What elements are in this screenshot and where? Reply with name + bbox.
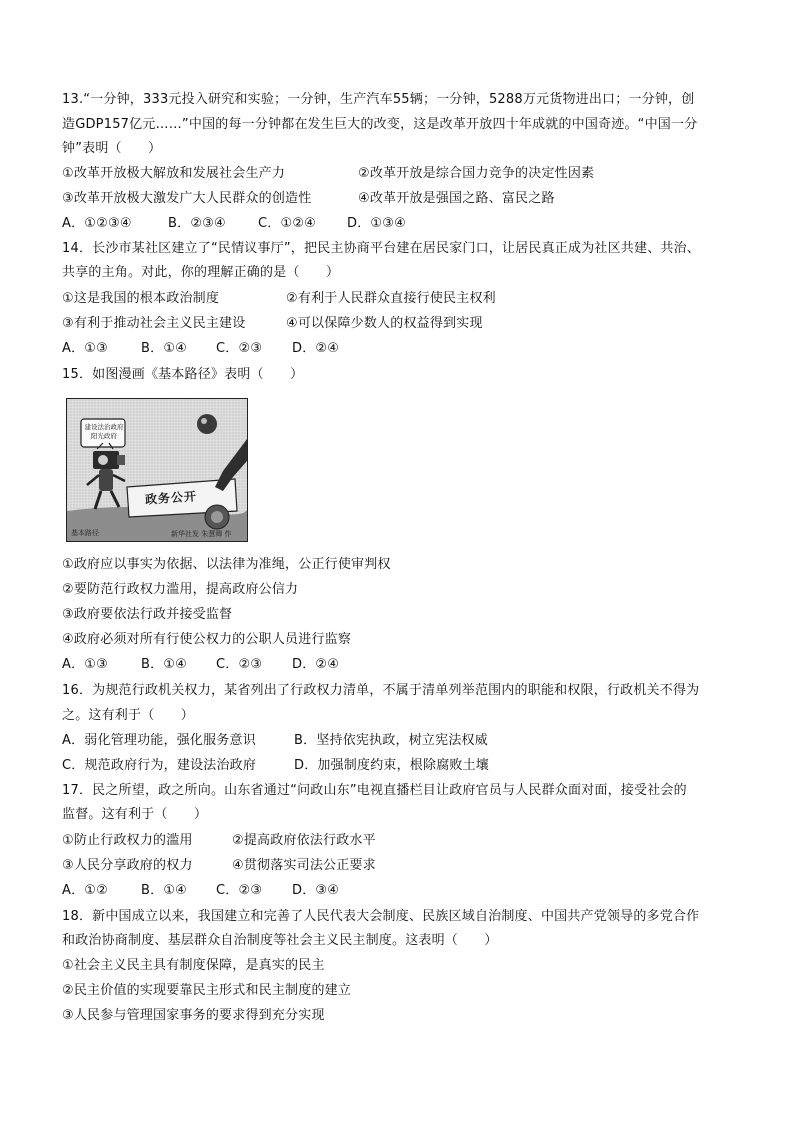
q13-option-d: D．①③④	[347, 216, 406, 231]
q14-option-d: D．②④	[292, 341, 340, 356]
q13-statement-2: ②改革开放是综合国力竞争的决定性因素	[358, 166, 595, 181]
q17-statement-3: ③人民分享政府的权力	[62, 858, 193, 873]
q17-statement-4: ④贯彻落实司法公正要求	[232, 858, 376, 873]
q13-stem-line-1: 13.“一分钟，333元投入研究和实验；一分钟，生产汽车55辆；一分钟，5288万元货物进出口；一分钟，创	[62, 92, 695, 107]
q16-option-b: B．坚持依宪执政，树立宪法权威	[294, 733, 488, 748]
q15-stem-line-1: 15．如图漫画《基本路径》表明（ ）	[62, 367, 304, 382]
q17-option-d: D．③④	[292, 883, 340, 898]
q17-stem-line-1: 17．民之所望，政之所向。山东省通过“问政山东”电视直播栏目让政府官员与人民群众面对面，接受社会的	[62, 783, 687, 798]
q15-option-b: B．①④	[141, 657, 188, 672]
q15-option-c: C．②③	[216, 657, 263, 672]
q14-statement-3: ③有利于推动社会主义民主建设	[62, 316, 246, 331]
q13-option-b: B．②③④	[168, 216, 226, 231]
q13-statement-3: ③改革开放极大激发广大人民群众的创造性	[62, 191, 312, 206]
q15-statement-3: ③政府要依法行政并接受监督	[62, 607, 233, 622]
q13-stem-line-3: 钟”表明（ ）	[62, 141, 162, 156]
q14-option-c: C．②③	[216, 341, 263, 356]
q16-option-a: A．弱化管理功能，强化服务意识	[62, 733, 256, 748]
q13-statement-4: ④改革开放是强国之路、富民之路	[358, 191, 555, 206]
q18-statement-3: ③人民参与管理国家事务的要求得到充分实现	[62, 1008, 325, 1023]
q14-option-a: A．①③	[62, 341, 109, 356]
q14-statement-2: ②有利于人民群众直接行使民主权利	[286, 291, 496, 306]
q17-statement-2: ②提高政府依法行政水平	[232, 833, 376, 848]
q17-option-a: A．①②	[62, 883, 109, 898]
cartoon-caption-left: 基本路径	[71, 529, 99, 537]
q16-stem-line-2: 之。这有利于（ ）	[62, 708, 195, 723]
q14-stem-line-1: 14．长沙市某社区建立了“民情议事厅”，把民主协商平台建在居民家门口，让居民真正成为社区共建、共治、	[62, 241, 701, 256]
q16-option-c: C．规范政府行为，建设法治政府	[62, 758, 257, 773]
q13-option-a: A．①②③④	[62, 216, 132, 231]
cartoon-caption-right: 新华社发 朱慧卿 作	[171, 530, 232, 538]
q15-statement-2: ②要防范行政权力滥用，提高政府公信力	[62, 582, 299, 597]
q17-option-b: B．①④	[141, 883, 188, 898]
q18-statement-2: ②民主价值的实现要靠民主形式和民主制度的建立	[62, 983, 352, 998]
cartoon-basic-path	[66, 398, 248, 542]
q14-statement-1: ①这是我国的根本政治制度	[62, 291, 220, 306]
q15-statement-1: ①政府应以事实为依据、以法律为准绳，公正行使审判权	[62, 557, 391, 572]
q16-option-d: D．加强制度约束，根除腐败土壤	[294, 758, 490, 773]
banner-text: 政务公开	[144, 489, 198, 507]
q13-option-c: C．①②④	[258, 216, 317, 231]
q15-statement-4: ④政府必须对所有行使公权力的公职人员进行监察	[62, 632, 352, 647]
q17-stem-line-2: 监督。这有利于（ ）	[62, 807, 208, 822]
q14-statement-4: ④可以保障少数人的权益得到实现	[286, 316, 483, 331]
q16-stem-line-1: 16．为规范行政机关权力，某省列出了行政权力清单，不属于清单列举范围内的职能和权限，行政机关不得为	[62, 683, 700, 698]
q14-option-b: B．①④	[141, 341, 188, 356]
q13-statement-1: ①改革开放极大解放和发展社会生产力	[62, 166, 286, 181]
sun-shape	[197, 414, 217, 434]
q15-option-d: D．②④	[292, 657, 340, 672]
sign-text: 建设法治政府阳光政府	[84, 423, 124, 440]
q18-stem-line-2: 和政治协商制度、基层群众自治制度等社会主义民主制度。这表明（ ）	[62, 933, 498, 948]
q17-statement-1: ①防止行政权力的滥用	[62, 833, 193, 848]
q18-stem-line-1: 18．新中国成立以来，我国建立和完善了人民代表大会制度、民族区域自治制度、中国共产党领导的多党合作	[62, 909, 700, 924]
q15-option-a: A．①③	[62, 657, 109, 672]
q17-option-c: C．②③	[216, 883, 263, 898]
q18-statement-1: ①社会主义民主具有制度保障，是真实的民主	[62, 958, 325, 973]
q14-stem-line-2: 共享的主角。对此，你的理解正确的是（ ）	[62, 265, 340, 280]
cartoon-illustration	[67, 399, 247, 541]
q13-stem-line-2: 造GDP157亿元……”中国的每一分钟都在发生巨大的改变，这是改革开放四十年成就的中国奇迹。“中国一分	[62, 117, 698, 132]
